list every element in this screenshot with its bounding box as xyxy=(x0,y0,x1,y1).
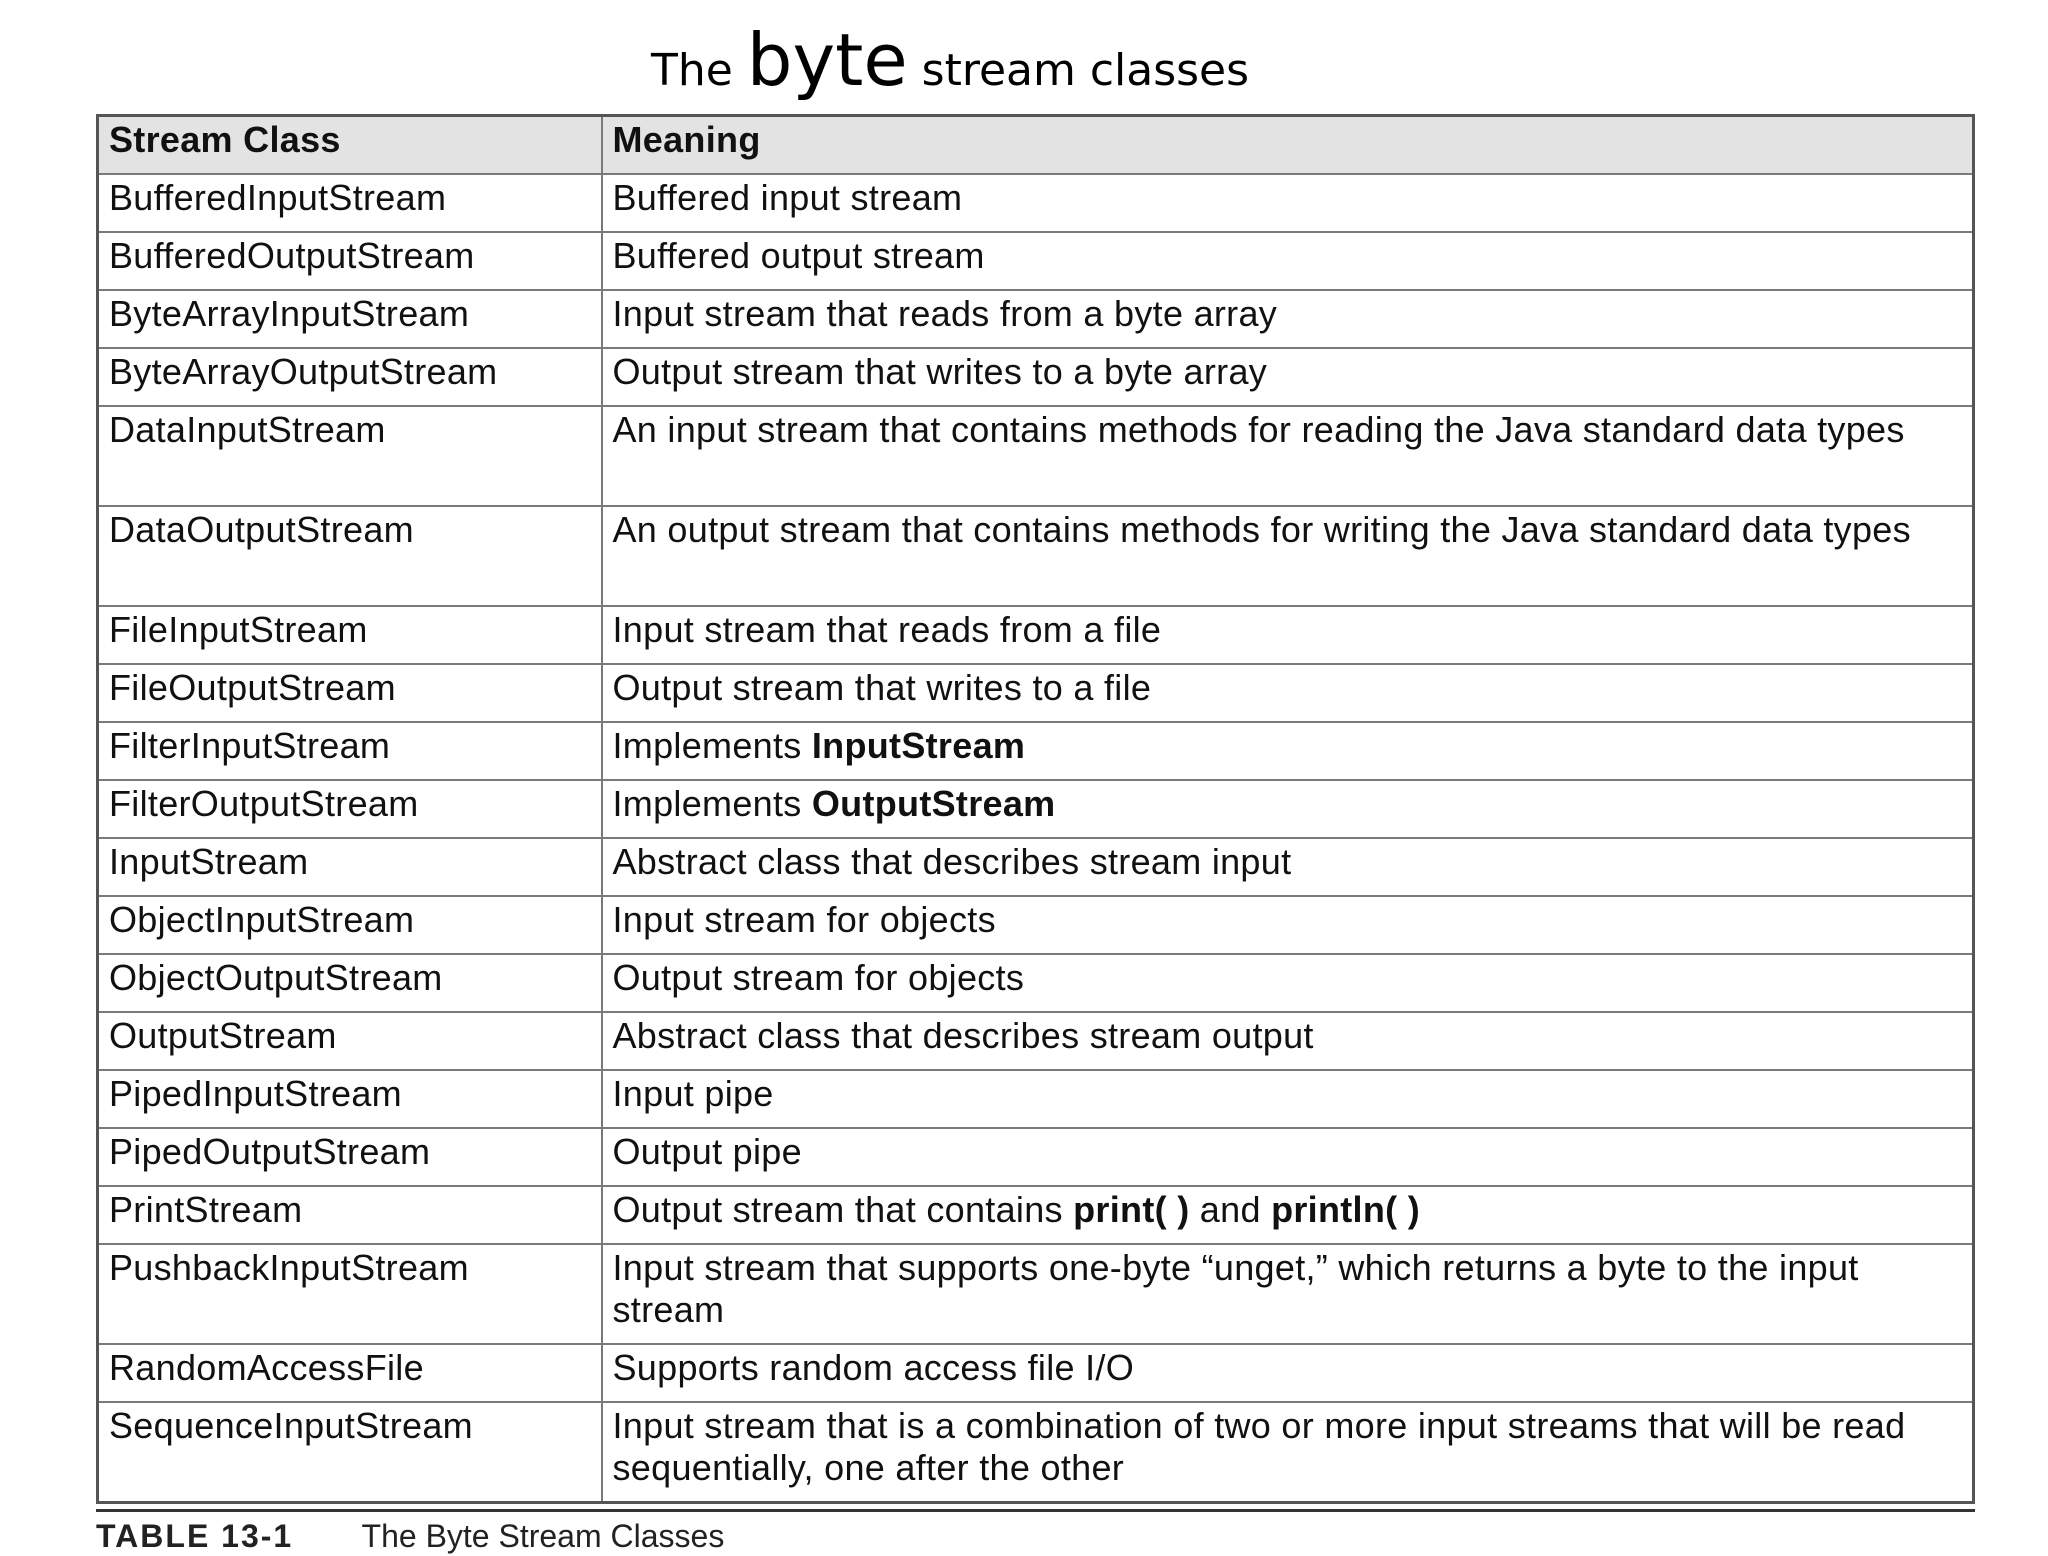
table-row xyxy=(98,506,1974,606)
cell-meaning: Input stream for objects xyxy=(602,896,1974,954)
cell-meaning: Input stream that reads from a byte array xyxy=(602,290,1974,348)
cell-meaning: Output pipe xyxy=(602,1128,1974,1186)
cell-class-name: ObjectOutputStream xyxy=(98,954,602,1012)
cell-class-name: FilterOutputStream xyxy=(98,780,602,838)
cell-class-name: BufferedInputStream xyxy=(98,174,602,232)
table-row xyxy=(98,1128,1974,1186)
cell-meaning xyxy=(602,780,1974,838)
cell-class-name: DataInputStream xyxy=(98,406,602,506)
stream-classes-table-wrapper xyxy=(96,114,1975,1504)
caption-divider xyxy=(96,1509,1975,1512)
table-row xyxy=(98,232,1974,290)
title-suffix: stream classes xyxy=(921,45,1250,96)
cell-meaning xyxy=(602,722,1974,780)
table-row xyxy=(98,896,1974,954)
cell-meaning: Input stream that is a combination of two or more input streams that will be read sequentially, one after the other xyxy=(602,1402,1974,1503)
meaning-text: Implements xyxy=(612,725,812,766)
table-row xyxy=(98,1070,1974,1128)
table-caption xyxy=(96,1516,724,1556)
cell-class-name: DataOutputStream xyxy=(98,506,602,606)
cell-class-name: OutputStream xyxy=(98,1012,602,1070)
table-row xyxy=(98,290,1974,348)
cell-class-name: ByteArrayOutputStream xyxy=(98,348,602,406)
table-row xyxy=(98,1186,1974,1244)
title-prefix: The xyxy=(650,45,733,96)
cell-class-name: FileOutputStream xyxy=(98,664,602,722)
cell-meaning: Output stream that writes to a byte array xyxy=(602,348,1974,406)
cell-class-name: RandomAccessFile xyxy=(98,1344,602,1402)
header-meaning: Meaning xyxy=(602,116,1974,175)
stream-classes-table xyxy=(96,114,1975,1504)
cell-meaning: Input pipe xyxy=(602,1070,1974,1128)
cell-meaning: An output stream that contains methods for writing the Java standard data types xyxy=(602,506,1974,606)
cell-class-name: PrintStream xyxy=(98,1186,602,1244)
cell-meaning: Abstract class that describes stream output xyxy=(602,1012,1974,1070)
table-row xyxy=(98,1012,1974,1070)
header-stream-class: Stream Class xyxy=(98,116,602,175)
table-row xyxy=(98,406,1974,506)
table-row xyxy=(98,1344,1974,1402)
table-row xyxy=(98,664,1974,722)
cell-class-name: PipedInputStream xyxy=(98,1070,602,1128)
meaning-code-term: println( ) xyxy=(1271,1189,1421,1230)
cell-class-name: BufferedOutputStream xyxy=(98,232,602,290)
cell-meaning xyxy=(602,1186,1974,1244)
cell-meaning: Output stream that writes to a file xyxy=(602,664,1974,722)
table-row xyxy=(98,1244,1974,1344)
cell-class-name: FileInputStream xyxy=(98,606,602,664)
meaning-code-term: print( ) xyxy=(1073,1189,1190,1230)
title-emphasis: byte xyxy=(746,18,908,102)
table-caption-text: The Byte Stream Classes xyxy=(361,1518,725,1554)
cell-class-name: SequenceInputStream xyxy=(98,1402,602,1503)
meaning-text: Implements xyxy=(612,783,812,824)
cell-meaning: Supports random access file I/O xyxy=(602,1344,1974,1402)
table-row xyxy=(98,722,1974,780)
table-row xyxy=(98,1402,1974,1503)
cell-meaning: Buffered output stream xyxy=(602,232,1974,290)
table-caption-label: TABLE 13-1 xyxy=(96,1518,294,1554)
cell-class-name: PushbackInputStream xyxy=(98,1244,602,1344)
cell-class-name: InputStream xyxy=(98,838,602,896)
cell-class-name: FilterInputStream xyxy=(98,722,602,780)
cell-class-name: PipedOutputStream xyxy=(98,1128,602,1186)
cell-meaning: Input stream that reads from a file xyxy=(602,606,1974,664)
table-row xyxy=(98,174,1974,232)
table-header-row xyxy=(98,116,1974,175)
cell-meaning: Buffered input stream xyxy=(602,174,1974,232)
cell-meaning: Abstract class that describes stream input xyxy=(602,838,1974,896)
meaning-text: and xyxy=(1189,1189,1272,1230)
cell-class-name: ObjectInputStream xyxy=(98,896,602,954)
meaning-code-term: OutputStream xyxy=(811,783,1056,824)
table-row xyxy=(98,348,1974,406)
table-row xyxy=(98,954,1974,1012)
cell-meaning: Input stream that supports one-byte “unget,” which returns a byte to the input stream xyxy=(602,1244,1974,1344)
table-row xyxy=(98,838,1974,896)
table-row xyxy=(98,606,1974,664)
cell-class-name: ByteArrayInputStream xyxy=(98,290,602,348)
meaning-code-term: InputStream xyxy=(811,725,1026,766)
cell-meaning: An input stream that contains methods for reading the Java standard data types xyxy=(602,406,1974,506)
cell-meaning: Output stream for objects xyxy=(602,954,1974,1012)
table-row xyxy=(98,780,1974,838)
slide-title xyxy=(0,18,1900,113)
meaning-text: Output stream that contains xyxy=(612,1189,1074,1230)
